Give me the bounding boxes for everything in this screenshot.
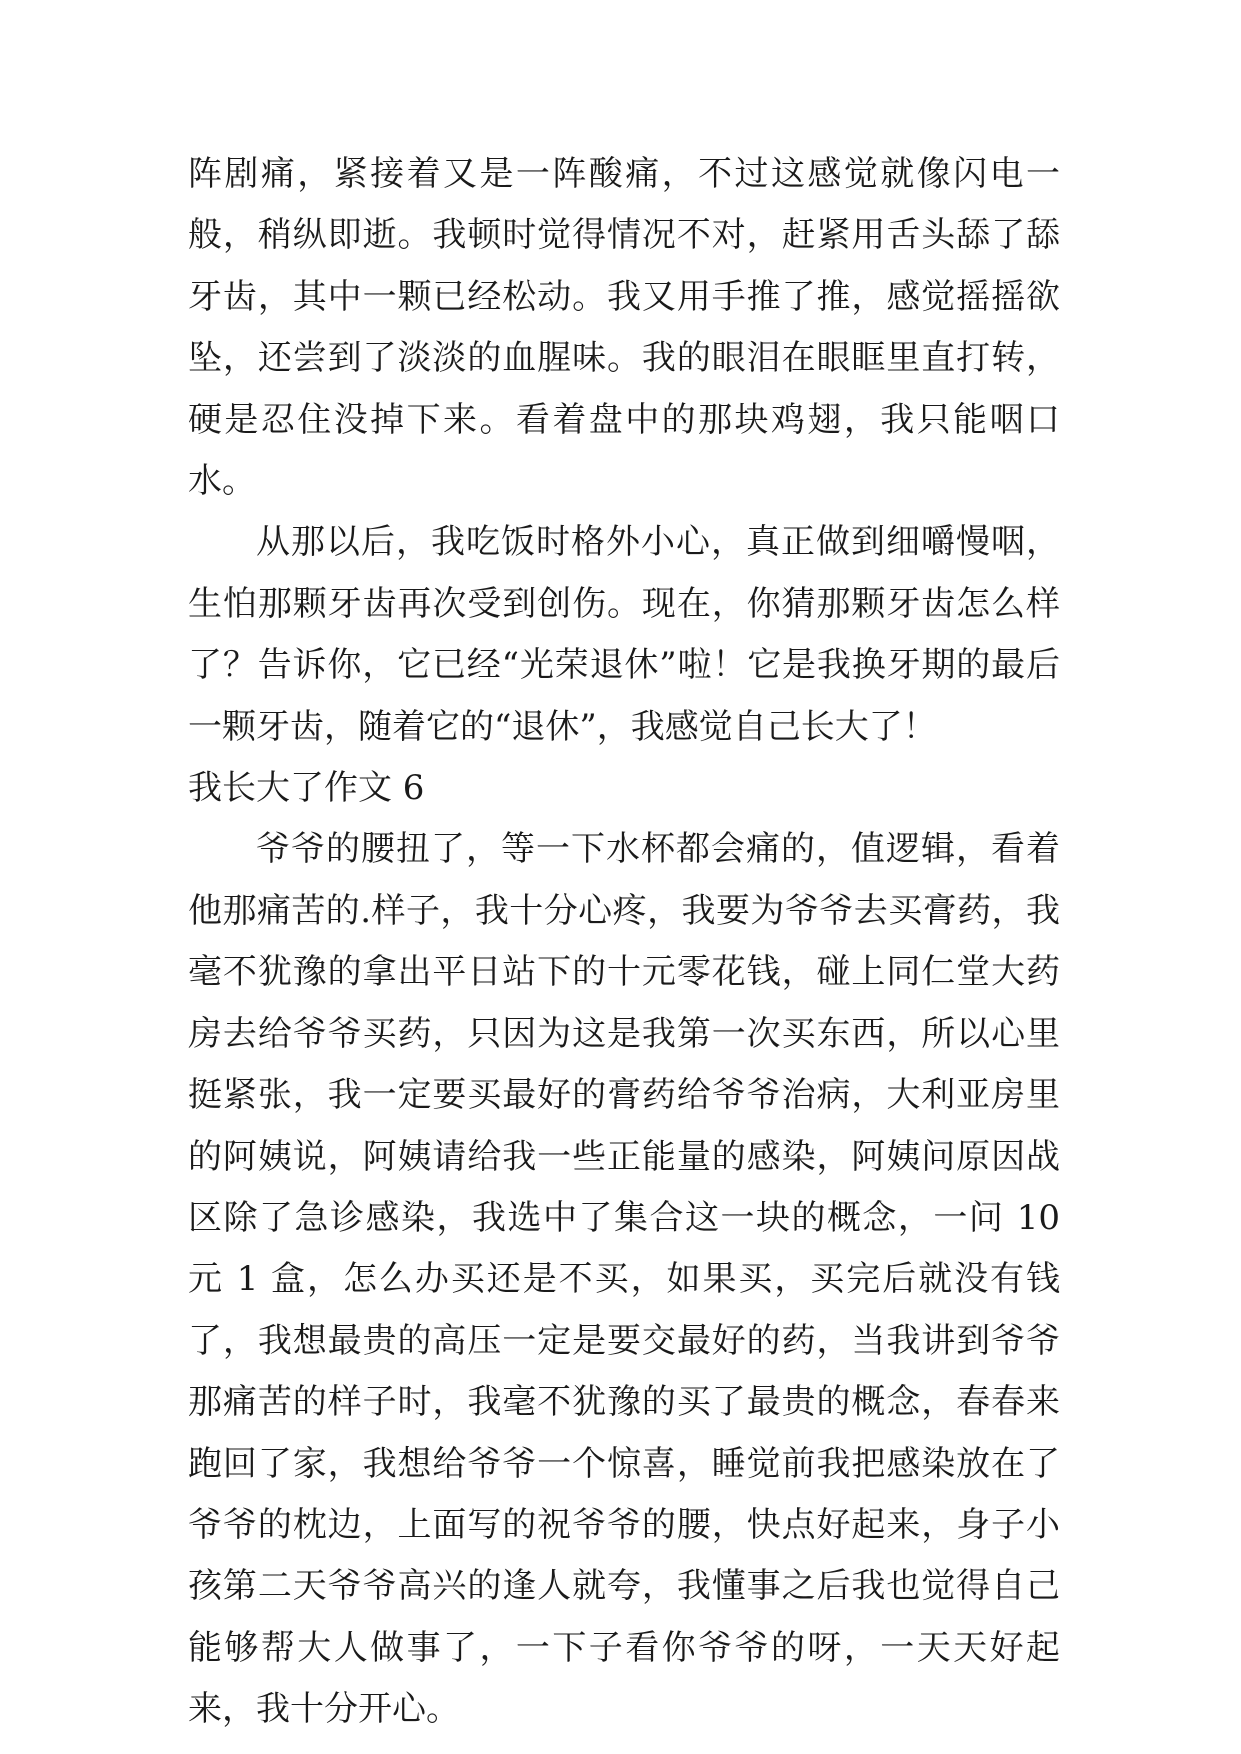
- paragraph: 从那以后，我吃饭时格外小心，真正做到细嚼慢咽，生怕那颗牙齿再次受到创伤。现在，你猜那颗牙齿怎么样了？告诉你，它已经“光荣退休”啦！它是我换牙期的最后一颗牙齿，随着它的“退休”，我感觉自己长大了！: [188, 522, 1060, 747]
- paragraph-continued: 阵剧痛，紧接着又是一阵酸痛，不过这感觉就像闪电一般，稍纵即逝。我顿时觉得情况不对，赶紧用舌头舔了舔牙齿，其中一颗已经松动。我又用手推了推，感觉摇摇欲坠，还尝到了淡淡的血腥味。我的眼泪在眼眶里直打转，硬是忍住没掉下来。看着盘中的那块鸡翅，我只能咽口水。: [188, 154, 1060, 502]
- document-body: [188, 144, 1060, 1741]
- section-title: 我长大了作文 6: [188, 768, 425, 809]
- paragraph: 爷爷的腰扭了，等一下水杯都会痛的，值逻辑，看着他那痛苦的.样子，我十分心疼，我要为爷爷去买膏药，我毫不犹豫的拿出平日站下的十元零花钱，碰上同仁堂大药房去给爷爷买药，只因为这是我第一次买东西，所以心里挺紧张，我一定要买最好的膏药给爷爷治病，大利亚房里的阿姨说，阿姨请给我一些正能量的感染，阿姨问原因战区除了急诊感染，我选中了集合这一块的概念，一问 10 元 1 盒，怎么办买还是不买，如果买，买完后就没有钱了，我想最贵的高压一定是要交最好的药，当我讲到爷爷那痛苦的样子时，我毫不犹豫的买了最贵的概念，春春来跑回了家，我想给爷爷一个惊喜，睡觉前我把感染放在了爷爷的枕边，上面写的祝爷爷的腰，快点好起来，身子小孩第二天爷爷高兴的逢人就夸，我懂事之后我也觉得自己能够帮大人做事了，一下子看你爷爷的呀，一天天好起来，我十分开心。: [188, 829, 1060, 1730]
